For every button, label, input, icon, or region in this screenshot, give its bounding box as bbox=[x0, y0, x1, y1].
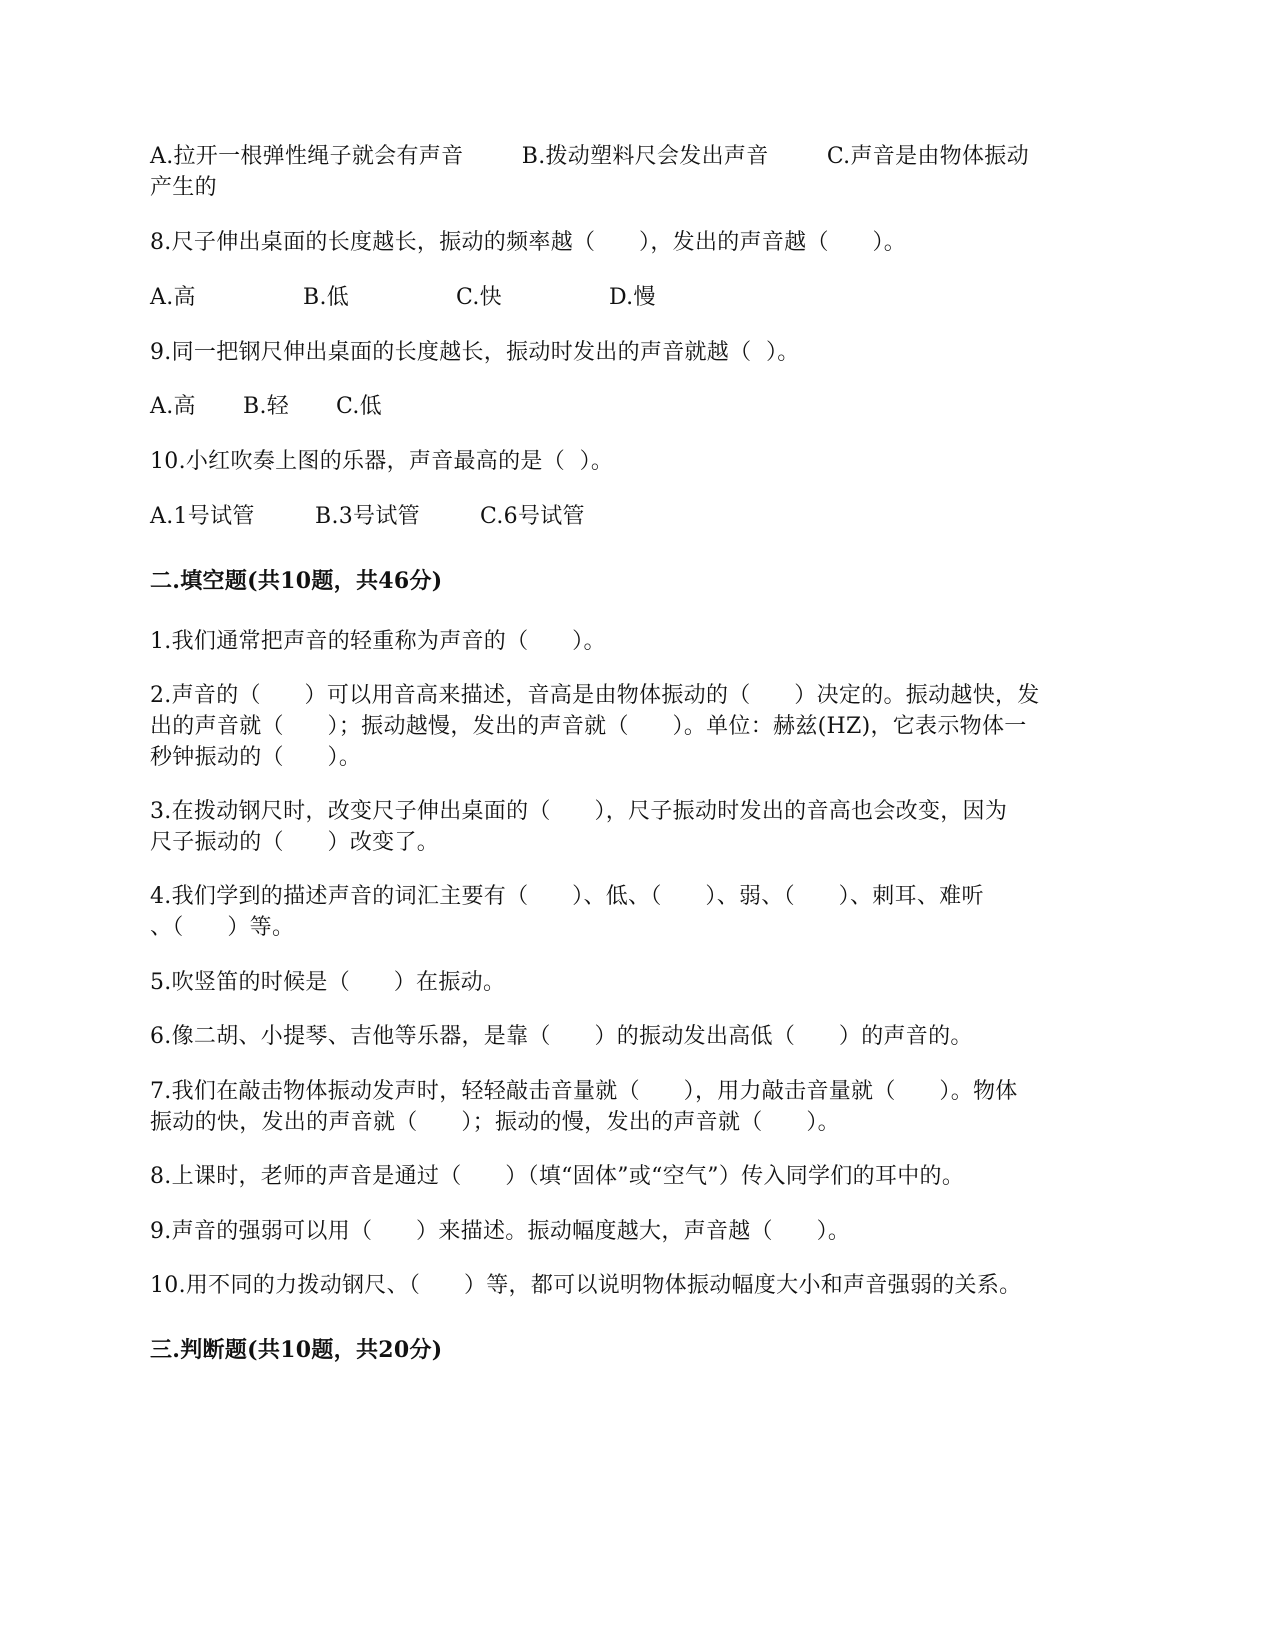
fill-q4-line-2: 、（ ）等。 bbox=[150, 915, 295, 940]
fill-q2-line-1: 2.声音的（ ）可以用音高来描述，音高是由物体振动的（ ）决定的。振动越快，发 bbox=[150, 683, 1040, 708]
fill-q2-line-3: 秒钟振动的（ ）。 bbox=[150, 745, 362, 770]
fill-q3-line-1: 3.在拨动钢尺时，改变尺子伸出桌面的（ ），尺子振动时发出的音高也会改变，因为 bbox=[150, 799, 1008, 824]
fill-q2-line-2: 出的声音就（ ）；振动越慢，发出的声音就（ ）。单位：赫兹(HZ)，它表示物体一 bbox=[150, 714, 1027, 739]
q8-option-d: D.慢 bbox=[609, 285, 656, 310]
q7-options-line-2: 产生的 bbox=[150, 175, 217, 200]
fill-q7-line-1: 7.我们在敲击物体振动发声时，轻轻敲击音量就（ ），用力敲击音量就（ ）。物体 bbox=[150, 1079, 1018, 1104]
q10-options bbox=[150, 502, 585, 532]
section-3-heading: 三.判断题(共10题，共20分) bbox=[150, 1337, 443, 1363]
fill-q1: 1.我们通常把声音的轻重称为声音的（ ）。 bbox=[150, 629, 606, 654]
q9-option-b: B.轻 bbox=[243, 394, 290, 419]
q8-option-b: B.低 bbox=[303, 285, 350, 310]
fill-q5: 5.吹竖笛的时候是（ ）在振动。 bbox=[150, 970, 506, 995]
q10-option-b: B.3号试管 bbox=[315, 504, 420, 529]
q9-stem: 9.同一把钢尺伸出桌面的长度越长，振动时发出的声音就越（ ）。 bbox=[150, 340, 800, 365]
fill-q10: 10.用不同的力拨动钢尺、（ ）等，都可以说明物体振动幅度大小和声音强弱的关系。 bbox=[150, 1273, 1022, 1298]
q9-option-c: C.低 bbox=[336, 394, 382, 419]
q8-option-c: C.快 bbox=[456, 285, 502, 310]
fill-q6: 6.像二胡、小提琴、吉他等乐器，是靠（ ）的振动发出高低（ ）的声音的。 bbox=[150, 1024, 973, 1049]
q7-options-line-1: A.拉开一根弹性绳子就会有声音 B.拨动塑料尺会发出声音 C.声音是由物体振动 bbox=[150, 144, 1029, 169]
section-2-heading: 二.填空题(共10题，共46分) bbox=[150, 568, 443, 594]
fill-q8: 8.上课时，老师的声音是通过（ ）（填“固体”或“空气”）传入同学们的耳中的。 bbox=[150, 1164, 965, 1189]
fill-q7-line-2: 振动的快，发出的声音就（ ）；振动的慢，发出的声音就（ ）。 bbox=[150, 1110, 840, 1135]
q9-option-a: A.高 bbox=[150, 394, 196, 419]
fill-q9: 9.声音的强弱可以用（ ）来描述。振动幅度越大，声音越（ ）。 bbox=[150, 1219, 851, 1244]
q10-option-c: C.6号试管 bbox=[480, 504, 585, 529]
fill-q3-line-2: 尺子振动的（ ）改变了。 bbox=[150, 830, 440, 855]
q9-options bbox=[150, 392, 382, 422]
q8-option-a: A.高 bbox=[150, 285, 196, 310]
q8-stem: 8.尺子伸出桌面的长度越长，振动的频率越（ ），发出的声音越（ ）。 bbox=[150, 230, 907, 255]
q10-stem: 10.小红吹奏上图的乐器，声音最高的是（ ）。 bbox=[150, 449, 614, 474]
fill-q4-line-1: 4.我们学到的描述声音的词汇主要有（ ）、低、（ ）、弱、（ ）、刺耳、难听 bbox=[150, 884, 984, 909]
q10-option-a: A.1号试管 bbox=[150, 504, 255, 529]
q8-options bbox=[150, 283, 656, 313]
